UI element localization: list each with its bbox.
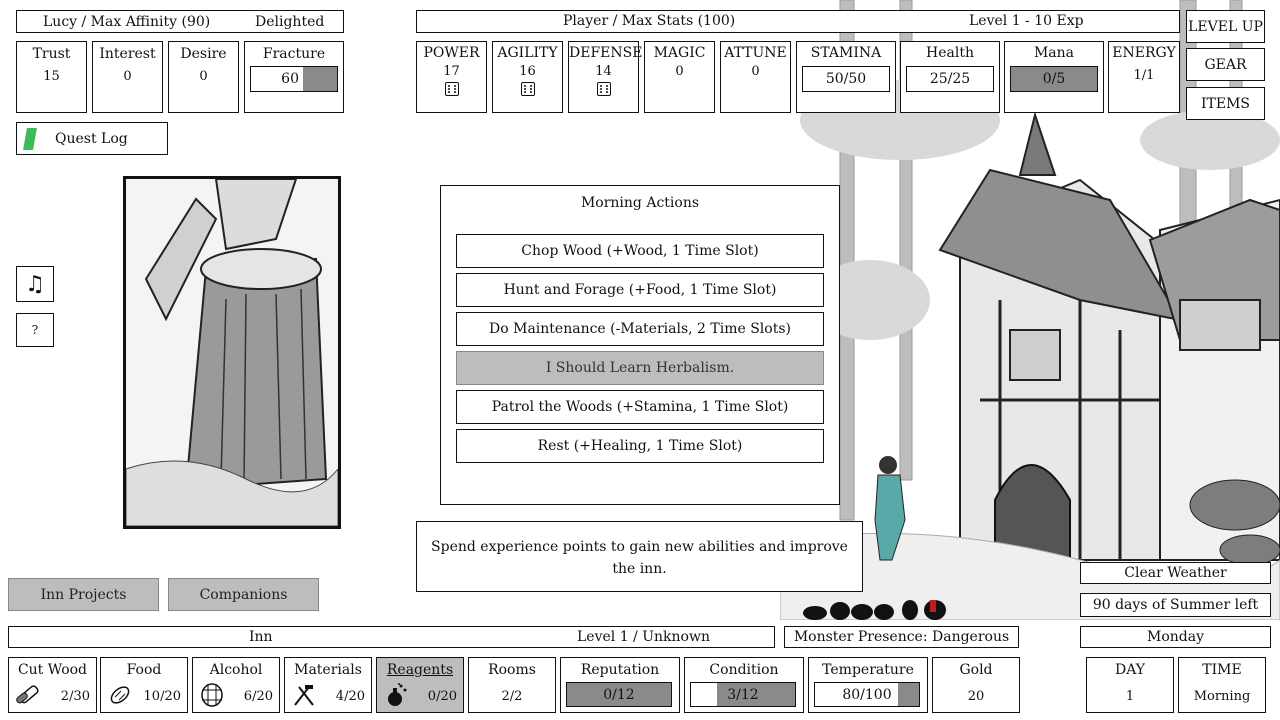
quest-log-label: Quest Log: [55, 130, 128, 147]
player-title: Player / Max Stats (100): [563, 13, 736, 29]
items-button[interactable]: ITEMS: [1186, 87, 1265, 120]
condition-value: 3/12: [727, 686, 759, 703]
help-button[interactable]: [16, 313, 54, 347]
flask-icon: [383, 683, 409, 707]
health-label: Health: [926, 45, 974, 61]
gear-button[interactable]: GEAR: [1186, 48, 1265, 81]
resource-alcohol: [192, 657, 280, 713]
action-patrol-woods-button[interactable]: Patrol the Woods (+Stamina, 1 Time Slot): [456, 390, 824, 424]
stamina-value: 50/50: [825, 71, 867, 87]
trust-value: 15: [43, 69, 60, 84]
resource-food: [100, 657, 188, 713]
time-stat: [1178, 657, 1266, 713]
attune-value: 0: [751, 64, 760, 79]
agility-value: 16: [519, 64, 536, 79]
actions-title: Morning Actions: [580, 195, 700, 211]
companions-tab[interactable]: Companions: [168, 578, 319, 611]
food-value: 10/20: [143, 689, 181, 704]
power-label: POWER: [423, 45, 480, 61]
resource-materials: [284, 657, 372, 713]
inn-name: Inn: [249, 629, 273, 645]
food-label: Food: [126, 662, 162, 678]
help-icon: ?: [31, 323, 39, 337]
day-label: DAY: [1114, 662, 1145, 678]
dice-icon[interactable]: [597, 82, 611, 96]
fracture-stat: [244, 41, 344, 113]
day-value: 1: [1125, 689, 1135, 704]
inn-level: Level 1 / Unknown: [577, 629, 710, 645]
defense-stat[interactable]: [568, 41, 643, 113]
inn-header: [8, 626, 775, 648]
energy-label: ENERGY: [1112, 45, 1176, 61]
magic-label: MAGIC: [653, 45, 706, 61]
dice-icon[interactable]: [521, 82, 535, 96]
action-learn-herbalism-button: I Should Learn Herbalism.: [456, 351, 824, 385]
temperature-bar: [814, 682, 920, 707]
music-toggle-button[interactable]: [16, 266, 54, 302]
tree-stump-illustration: [126, 179, 338, 526]
materials-label: Materials: [294, 662, 362, 678]
resource-reagents: [376, 657, 464, 713]
music-note-icon: ♫: [25, 271, 45, 297]
day-stat: [1086, 657, 1174, 713]
magic-stat: [644, 41, 715, 113]
action-maintenance-button[interactable]: Do Maintenance (-Materials, 2 Time Slots): [456, 312, 824, 346]
mana-label: Mana: [1033, 45, 1075, 61]
reputation-label: Reputation: [580, 662, 660, 678]
health-stat: [900, 41, 1000, 113]
reputation-bar: [566, 682, 672, 707]
season-remaining: 90 days of Summer left: [1080, 593, 1271, 617]
gold-label: Gold: [959, 662, 993, 678]
fracture-bar: [250, 66, 338, 92]
trust-stat: [16, 41, 87, 113]
tools-icon: [291, 683, 317, 707]
tooltip-text: Spend experience points to gain new abilities and improve the inn.: [431, 539, 848, 577]
gold-stat: [932, 657, 1020, 713]
inn-projects-tab[interactable]: Inn Projects: [8, 578, 159, 611]
desire-value: 0: [199, 69, 208, 84]
temperature-label: Temperature: [822, 662, 914, 678]
log-icon: [15, 683, 41, 707]
materials-value: 4/20: [335, 689, 365, 704]
gold-value: 20: [967, 689, 985, 704]
interest-stat: [92, 41, 163, 113]
power-value: 17: [443, 64, 460, 79]
temperature-value: 80/100: [842, 686, 892, 703]
time-value: Morning: [1193, 689, 1251, 704]
health-bar: [906, 66, 994, 92]
weekday: Monday: [1080, 626, 1271, 648]
interest-label: Interest: [99, 46, 156, 62]
health-value: 25/25: [929, 71, 971, 87]
trust-label: Trust: [32, 46, 71, 62]
desire-stat: [168, 41, 239, 113]
reputation-stat: [560, 657, 680, 713]
resource-rooms: [468, 657, 556, 713]
affinity-header: [16, 10, 344, 33]
stamina-stat: [796, 41, 896, 113]
reagents-value: 0/20: [427, 689, 457, 704]
resource-cut-wood: [8, 657, 97, 713]
alcohol-value: 6/20: [243, 689, 273, 704]
agility-stat[interactable]: [492, 41, 563, 113]
reputation-value: 0/12: [603, 686, 635, 703]
action-hunt-forage-button[interactable]: Hunt and Forage (+Food, 1 Time Slot): [456, 273, 824, 307]
energy-value: 1/1: [1133, 68, 1155, 83]
attune-stat: [720, 41, 791, 113]
defense-label: DEFENSE: [569, 45, 643, 61]
dice-icon[interactable]: [445, 82, 459, 96]
magic-value: 0: [675, 64, 684, 79]
bread-icon: [107, 683, 133, 707]
condition-stat: [684, 657, 804, 713]
cut-wood-value: 2/30: [60, 689, 90, 704]
monster-presence: Monster Presence: Dangerous: [784, 626, 1019, 648]
mana-stat: [1004, 41, 1104, 113]
quest-log-button[interactable]: [16, 122, 168, 155]
fracture-label: Fracture: [262, 46, 326, 62]
interest-value: 0: [123, 69, 132, 84]
rooms-label: Rooms: [488, 662, 536, 678]
player-level: Level 1 - 10 Exp: [969, 13, 1084, 29]
desire-label: Desire: [180, 46, 227, 62]
temperature-stat: [808, 657, 928, 713]
time-label: TIME: [1202, 662, 1242, 678]
stamina-bar: [802, 66, 890, 92]
attune-label: ATTUNE: [724, 45, 787, 61]
energy-stat: [1108, 41, 1180, 113]
action-rest-button[interactable]: Rest (+Healing, 1 Time Slot): [456, 429, 824, 463]
affinity-title: Lucy / Max Affinity (90): [43, 14, 211, 30]
fracture-value: 60: [281, 71, 299, 87]
tooltip-box: [416, 521, 863, 592]
stamina-label: STAMINA: [810, 45, 882, 61]
action-chop-wood-button[interactable]: Chop Wood (+Wood, 1 Time Slot): [456, 234, 824, 268]
level-up-button[interactable]: LEVEL UP: [1186, 10, 1265, 43]
mana-value: 0/5: [1042, 71, 1066, 87]
mana-bar: [1010, 66, 1098, 92]
player-header: [416, 10, 1180, 33]
reagents-label: Reagents: [386, 662, 454, 678]
power-stat[interactable]: [416, 41, 487, 113]
weather-condition: Clear Weather: [1080, 562, 1271, 584]
defense-value: 14: [595, 64, 612, 79]
condition-bar: [690, 682, 796, 707]
quest-icon: [23, 128, 37, 150]
condition-label: Condition: [709, 662, 779, 678]
alcohol-label: Alcohol: [209, 662, 263, 678]
agility-label: AGILITY: [497, 45, 558, 61]
rooms-value: 2/2: [501, 689, 523, 704]
cut-wood-label: Cut Wood: [17, 662, 88, 678]
barrel-icon: [199, 683, 225, 707]
affinity-mood: Delighted: [255, 14, 325, 30]
character-portrait: [123, 176, 341, 529]
